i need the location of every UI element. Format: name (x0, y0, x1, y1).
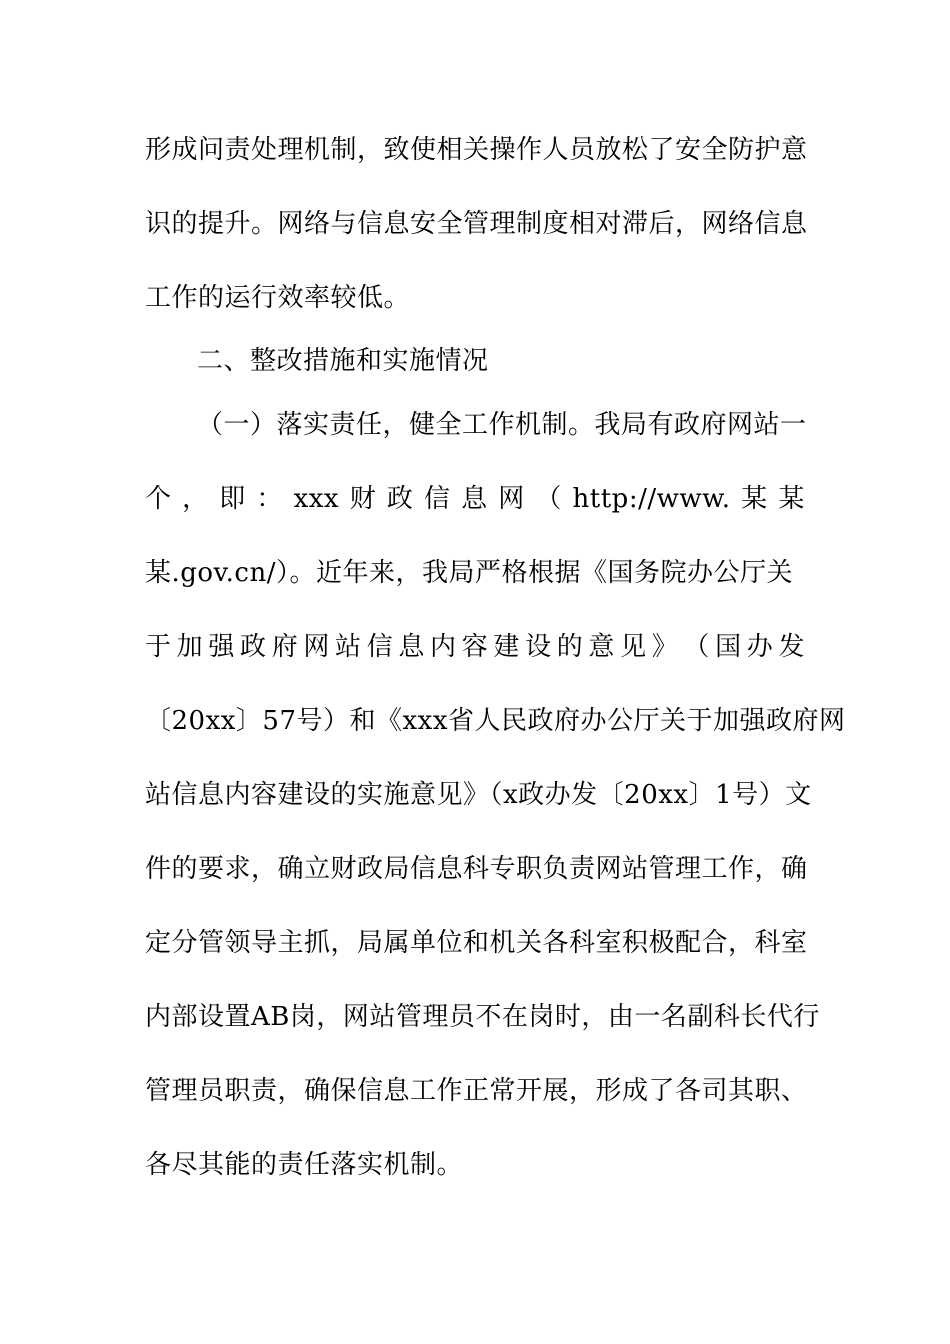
token: 国 (715, 632, 742, 662)
token: ， (182, 484, 209, 514)
token: 站 (335, 632, 362, 662)
token: 发 (778, 632, 805, 662)
token: 即 (219, 484, 246, 514)
token: 设 (525, 632, 552, 662)
token: 见 (620, 632, 647, 662)
token: 息 (398, 632, 425, 662)
token: 加 (176, 632, 204, 662)
paragraph-line-7: 某.gov.cn/）。近年来，我局严格根据《国务院办公厅关 (145, 558, 793, 588)
token: http://www. (572, 484, 731, 514)
token: 办 (746, 632, 774, 662)
token: 的 (556, 632, 584, 662)
token: 政 (240, 632, 267, 662)
section-heading: 二、整改措施和实施情况 (197, 346, 489, 376)
token: 》 (651, 632, 679, 662)
token: xxx (293, 484, 340, 514)
paragraph-line-15: 各尽其能的责任落实机制。 (145, 1150, 464, 1180)
paragraph-line-3: 工作的运行效率较低。 (145, 283, 411, 313)
token: 于 (145, 632, 172, 662)
token: 信 (423, 484, 451, 514)
paragraph-line-8 (145, 632, 805, 662)
paragraph-line-13: 内部设置AB岗，网站管理员不在岗时，由一名副科长代行 (145, 1002, 820, 1032)
paragraph-line-6 (145, 484, 805, 514)
paragraph-line-11: 件的要求，确立财政局信息科专职负责网站管理工作，确 (145, 854, 808, 884)
token: 容 (461, 632, 489, 662)
token: ： (256, 484, 283, 514)
token: 个 (145, 484, 172, 514)
token: （ (535, 484, 562, 514)
token: 政 (386, 484, 414, 514)
paragraph-line-1: 形成问责处理机制，致使相关操作人员放松了安全防护意 (145, 135, 808, 165)
token: 某 (741, 484, 768, 514)
token: 强 (208, 632, 235, 662)
subsection-line-1: （一）落实责任，健全工作机制。我局有政府网站一 (197, 410, 807, 440)
token: 财 (349, 484, 377, 514)
token: 建 (493, 632, 520, 662)
token: 内 (430, 632, 457, 662)
token: 府 (271, 632, 299, 662)
paragraph-line-10: 站信息内容建设的实施意见》（x政办发〔20xx〕1号）文 (145, 780, 812, 810)
paragraph-line-12: 定分管领导主抓，局属单位和机关各科室积极配合，科室 (145, 928, 808, 958)
token: 网 (303, 632, 330, 662)
token: 网 (498, 484, 525, 514)
paragraph-line-9: 〔20xx〕57号）和《xxx省人民政府办公厅关于加强政府网 (145, 706, 846, 736)
paragraph-line-2: 识的提升。网络与信息安全管理制度相对滞后，网络信息 (145, 209, 808, 239)
token: （ (683, 632, 710, 662)
token: 息 (461, 484, 488, 514)
token: 意 (588, 632, 615, 662)
paragraph-line-14: 管理员职责，确保信息工作正常开展，形成了各司其职、 (145, 1076, 808, 1106)
token: 某 (778, 484, 805, 514)
token: 信 (366, 632, 394, 662)
